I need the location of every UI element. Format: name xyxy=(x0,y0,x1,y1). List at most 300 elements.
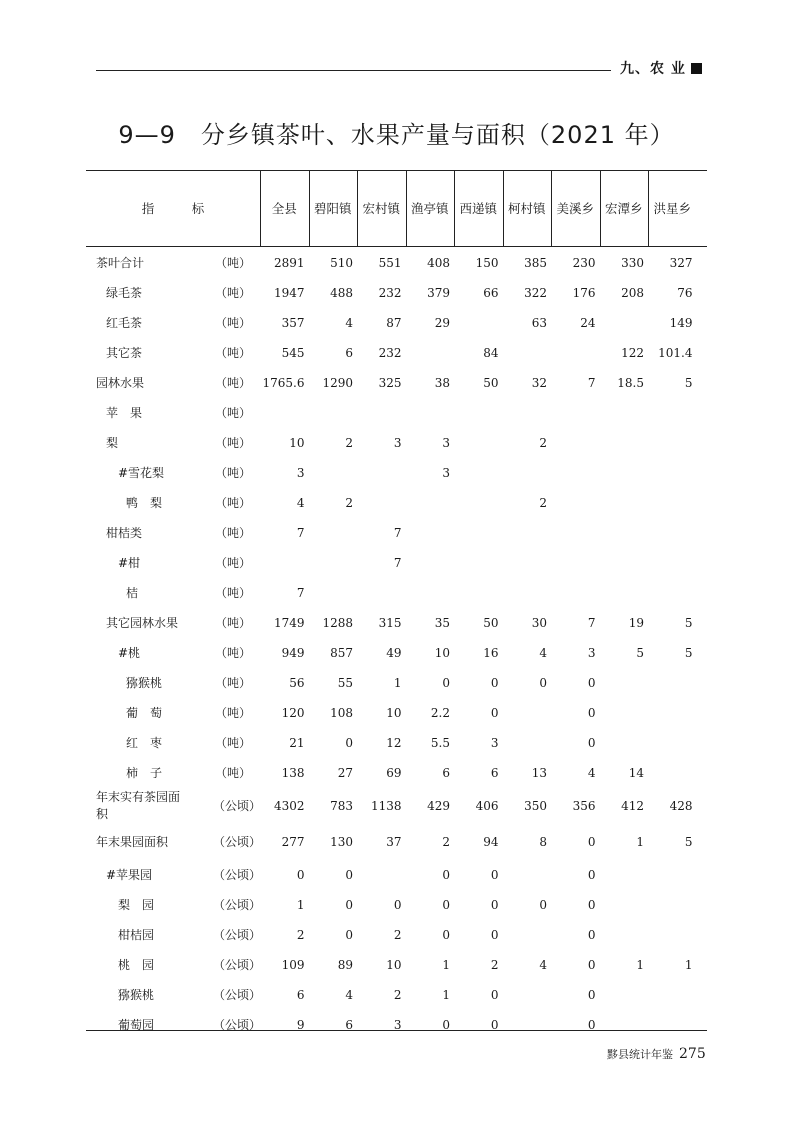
table-cell: 0 xyxy=(539,898,547,912)
table-cell xyxy=(551,398,596,428)
table-cell: 2891 xyxy=(273,256,305,270)
table-cell xyxy=(648,980,693,1010)
table-cell xyxy=(357,398,402,428)
footer-book-title: 黟县统计年鉴 xyxy=(607,1048,673,1061)
row-unit: （吨） xyxy=(214,586,251,600)
table-cell: 0 xyxy=(490,898,499,912)
row-label: 红毛茶 xyxy=(106,316,143,330)
table-cell: 3 xyxy=(442,466,450,480)
table-row xyxy=(86,368,707,398)
table-cell: 2 xyxy=(393,988,402,1002)
table-cell xyxy=(503,548,548,578)
table-cell: 4 xyxy=(296,496,305,510)
column-header: 渔亭镇 xyxy=(410,201,449,216)
table-cell: 4 xyxy=(345,316,353,330)
table-cell: 1749 xyxy=(273,616,305,630)
table-cell: 357 xyxy=(281,316,305,330)
table-cell: 4 xyxy=(539,646,547,660)
table-row xyxy=(86,488,707,518)
row-unit: （公顷） xyxy=(213,1018,262,1032)
table-cell: 69 xyxy=(386,766,402,780)
table-cell xyxy=(600,398,645,428)
table-cell xyxy=(648,668,693,698)
table-cell xyxy=(551,338,596,368)
table-row xyxy=(86,638,707,668)
table-cell: 3 xyxy=(490,736,499,750)
table-cell: 6 xyxy=(442,766,450,780)
table-row xyxy=(86,824,707,860)
table-cell: 429 xyxy=(427,799,450,813)
table-cell xyxy=(600,1010,645,1040)
table-cell: 0 xyxy=(393,898,402,912)
table-cell xyxy=(454,578,499,608)
table-cell xyxy=(551,458,596,488)
table-cell: 488 xyxy=(330,286,353,300)
table-cell xyxy=(648,518,693,548)
table-cell xyxy=(406,338,451,368)
table-cell: 49 xyxy=(386,646,402,660)
table-cell xyxy=(260,398,305,428)
row-unit: （吨） xyxy=(214,646,251,660)
table-cell xyxy=(551,548,596,578)
table-row xyxy=(86,338,707,368)
row-label: 绿毛茶 xyxy=(106,286,143,300)
table-cell: 350 xyxy=(524,799,547,813)
table-cell: 0 xyxy=(587,706,596,720)
table-cell xyxy=(503,698,548,728)
table-cell xyxy=(309,518,354,548)
table-cell: 7 xyxy=(296,526,305,540)
table-cell: 12 xyxy=(386,736,402,750)
table-cell xyxy=(503,338,548,368)
row-label: 柑桔园 xyxy=(118,928,155,942)
table-cell: 6 xyxy=(345,346,353,360)
table-cell: 5 xyxy=(684,616,693,630)
table-cell: 87 xyxy=(386,316,402,330)
row-label: #桃 xyxy=(118,646,141,660)
row-unit: （吨） xyxy=(214,376,251,390)
table-cell: 7 xyxy=(587,376,596,390)
table-cell xyxy=(503,458,548,488)
table-row xyxy=(86,668,707,698)
table-cell: 130 xyxy=(330,835,353,849)
row-unit: （吨） xyxy=(214,496,251,510)
table-row xyxy=(86,608,707,638)
table-cell: 14 xyxy=(628,766,644,780)
table-cell xyxy=(503,578,548,608)
table-cell: 7 xyxy=(393,556,402,570)
table-row xyxy=(86,788,707,824)
table-cell: 2 xyxy=(345,436,353,450)
row-label: 梨 园 xyxy=(118,898,155,912)
table-cell xyxy=(648,860,693,890)
table-row xyxy=(86,428,707,458)
column-header: 碧阳镇 xyxy=(313,201,352,216)
table-cell xyxy=(406,578,451,608)
table-cell: 325 xyxy=(378,376,402,390)
table-cell: 428 xyxy=(669,799,693,813)
table-cell xyxy=(406,548,451,578)
table-cell: 2 xyxy=(345,496,353,510)
table-cell xyxy=(503,1010,548,1040)
table-cell: 0 xyxy=(442,928,450,942)
table-cell xyxy=(503,398,548,428)
row-unit: （公顷） xyxy=(213,898,262,912)
table-cell xyxy=(406,398,451,428)
table-cell: 10 xyxy=(434,646,450,660)
table-cell xyxy=(357,488,402,518)
table-cell: 149 xyxy=(669,316,693,330)
table-cell: 94 xyxy=(483,835,499,849)
table-cell: 208 xyxy=(621,286,644,300)
table-cell: 29 xyxy=(434,316,450,330)
table-cell: 2 xyxy=(539,436,547,450)
table-cell: 109 xyxy=(281,958,305,972)
table-cell xyxy=(600,920,645,950)
row-label: 园林水果 xyxy=(96,376,145,390)
row-unit: （吨） xyxy=(214,526,251,540)
table-cell xyxy=(357,458,402,488)
section-label xyxy=(620,58,702,78)
table-cell: 322 xyxy=(524,286,547,300)
table-row xyxy=(86,248,707,278)
table-cell: 0 xyxy=(587,988,596,1002)
row-unit: （公顷） xyxy=(213,868,262,882)
table-cell: 101.4 xyxy=(658,346,693,360)
table-cell: 0 xyxy=(490,706,499,720)
row-label: 柑桔类 xyxy=(106,526,143,540)
table-cell: 9 xyxy=(296,1018,305,1032)
table-cell: 176 xyxy=(572,286,596,300)
row-label: 年末实有茶园面积 xyxy=(96,790,181,821)
row-label: 桔 xyxy=(126,586,139,600)
indicator-header: 指 标 xyxy=(141,201,205,216)
column-header: 宏潭乡 xyxy=(604,201,643,216)
table-cell: 0 xyxy=(442,898,450,912)
table-cell xyxy=(309,398,354,428)
row-label: 茶叶合计 xyxy=(96,256,145,270)
table-cell: 1 xyxy=(442,958,450,972)
table-cell xyxy=(648,548,693,578)
row-label: 其它园林水果 xyxy=(106,616,179,630)
table-cell: 0 xyxy=(539,676,547,690)
table-cell: 5 xyxy=(684,835,693,849)
table-cell: 10 xyxy=(386,958,402,972)
table-row xyxy=(86,1010,707,1040)
table-cell: 120 xyxy=(281,706,305,720)
square-bullet-icon xyxy=(691,63,702,74)
table-cell xyxy=(600,488,645,518)
table-cell: 5 xyxy=(684,646,693,660)
table-cell: 315 xyxy=(378,616,402,630)
column-header: 柯村镇 xyxy=(507,201,546,216)
table-cell: 24 xyxy=(580,316,596,330)
table-cell: 7 xyxy=(393,526,402,540)
table-cell xyxy=(648,758,693,788)
table-cell xyxy=(600,548,645,578)
table-cell: 545 xyxy=(281,346,305,360)
table-cell: 1138 xyxy=(370,799,402,813)
table-cell: 379 xyxy=(427,286,450,300)
row-label: 苹 果 xyxy=(106,406,143,420)
table-row xyxy=(86,728,707,758)
table-cell xyxy=(503,728,548,758)
row-unit: （吨） xyxy=(214,706,251,720)
table-cell: 76 xyxy=(677,286,693,300)
table-cell xyxy=(406,488,451,518)
table-cell xyxy=(648,728,693,758)
table-cell: 5 xyxy=(636,646,644,660)
table-cell: 37 xyxy=(386,835,402,849)
table-cell xyxy=(600,980,645,1010)
table-cell xyxy=(503,980,548,1010)
table-cell: 0 xyxy=(587,868,596,882)
table-cell xyxy=(648,698,693,728)
table-cell xyxy=(600,890,645,920)
table-cell: 1947 xyxy=(273,286,305,300)
table-cell: 783 xyxy=(330,799,353,813)
table-cell: 18.5 xyxy=(617,376,644,390)
row-label: 红 枣 xyxy=(126,736,163,750)
table-cell: 10 xyxy=(386,706,402,720)
table-cell xyxy=(454,518,499,548)
table-row xyxy=(86,458,707,488)
table-cell: 32 xyxy=(531,376,547,390)
table-cell: 5.5 xyxy=(430,736,450,750)
table-cell: 4 xyxy=(345,988,353,1002)
column-header: 全县 xyxy=(271,201,297,216)
table-row xyxy=(86,758,707,788)
table-cell: 0 xyxy=(345,736,353,750)
table-cell: 2 xyxy=(296,928,305,942)
table-cell xyxy=(648,920,693,950)
table-row xyxy=(86,920,707,950)
table-row xyxy=(86,860,707,890)
row-unit: （公顷） xyxy=(213,958,262,972)
table-row xyxy=(86,950,707,980)
row-unit: （公顷） xyxy=(213,835,262,849)
table-cell: 3 xyxy=(296,466,305,480)
table-cell: 55 xyxy=(337,676,353,690)
table-cell: 7 xyxy=(296,586,305,600)
table-cell xyxy=(454,308,499,338)
table-cell: 50 xyxy=(483,616,499,630)
table-cell: 0 xyxy=(490,1018,499,1032)
table-cell xyxy=(406,518,451,548)
table-cell: 21 xyxy=(289,736,305,750)
table-cell: 0 xyxy=(296,868,305,882)
page-footer xyxy=(607,1046,706,1062)
table-cell: 2.2 xyxy=(430,706,450,720)
table-cell: 0 xyxy=(345,898,353,912)
table-cell: 356 xyxy=(572,799,596,813)
table-cell: 1288 xyxy=(322,616,353,630)
table-cell: 232 xyxy=(378,286,402,300)
table-cell: 1765.6 xyxy=(262,376,305,390)
table-row xyxy=(86,518,707,548)
table-cell: 0 xyxy=(345,928,353,942)
section-label-text: 九、农 业 xyxy=(620,61,686,77)
table-cell: 1 xyxy=(636,958,644,972)
table-cell: 406 xyxy=(475,799,499,813)
page-title: 9—9 分乡镇茶叶、水果产量与面积（2021 年） xyxy=(118,121,675,149)
table-cell: 7 xyxy=(587,616,596,630)
row-unit: （吨） xyxy=(214,676,251,690)
table-cell: 2 xyxy=(442,835,450,849)
table-cell xyxy=(600,668,645,698)
row-label: #雪花梨 xyxy=(118,466,165,480)
table-cell xyxy=(600,698,645,728)
row-unit: （吨） xyxy=(214,316,251,330)
table-cell xyxy=(648,428,693,458)
table-cell: 108 xyxy=(330,706,353,720)
table-row xyxy=(86,308,707,338)
table-cell: 122 xyxy=(621,346,644,360)
table-cell: 0 xyxy=(587,736,596,750)
table-cell: 0 xyxy=(490,928,499,942)
table-cell: 1 xyxy=(442,988,450,1002)
table-cell: 0 xyxy=(587,928,596,942)
table-cell: 0 xyxy=(442,676,450,690)
table-row xyxy=(86,278,707,308)
table-cell xyxy=(454,458,499,488)
table-cell xyxy=(551,578,596,608)
table-cell: 330 xyxy=(621,256,644,270)
table-cell xyxy=(600,308,645,338)
row-unit: （吨） xyxy=(214,616,251,630)
table-cell: 8 xyxy=(539,835,547,849)
table-cell: 56 xyxy=(289,676,305,690)
table-cell: 3 xyxy=(393,1018,402,1032)
row-label: 年末果园面积 xyxy=(96,835,169,849)
header-rule xyxy=(96,70,611,71)
table-cell: 38 xyxy=(434,376,450,390)
column-header: 洪星乡 xyxy=(653,201,691,216)
row-label: 桃 园 xyxy=(118,958,155,972)
table-cell: 408 xyxy=(427,256,450,270)
column-header: 宏村镇 xyxy=(362,201,400,216)
table-cell: 1 xyxy=(684,958,693,972)
table-cell: 2 xyxy=(393,928,402,942)
table-cell: 1 xyxy=(636,835,644,849)
table-cell: 6 xyxy=(345,1018,353,1032)
table-row xyxy=(86,398,707,428)
table-cell xyxy=(551,428,596,458)
row-unit: （公顷） xyxy=(213,928,262,942)
table-cell xyxy=(648,458,693,488)
table-cell: 230 xyxy=(572,256,596,270)
row-label: 葡 萄 xyxy=(126,706,163,720)
table-cell: 35 xyxy=(434,616,450,630)
table-cell: 2 xyxy=(539,496,547,510)
table-cell: 3 xyxy=(393,436,402,450)
table-cell xyxy=(600,578,645,608)
table-row xyxy=(86,698,707,728)
table-cell: 0 xyxy=(587,676,596,690)
table-cell: 1290 xyxy=(322,376,353,390)
data-table xyxy=(86,170,707,1032)
row-label: #苹果园 xyxy=(106,868,153,882)
row-unit: （吨） xyxy=(214,346,251,360)
table-cell: 0 xyxy=(490,988,499,1002)
table-cell: 66 xyxy=(483,286,499,300)
table-cell xyxy=(309,548,354,578)
row-unit: （吨） xyxy=(214,256,251,270)
row-label: 猕猴桃 xyxy=(118,988,155,1002)
table-cell xyxy=(600,728,645,758)
table-cell xyxy=(551,518,596,548)
table-cell: 4 xyxy=(539,958,547,972)
table-cell xyxy=(648,1010,693,1040)
row-unit: （吨） xyxy=(214,466,251,480)
table-cell xyxy=(454,548,499,578)
row-unit: （吨） xyxy=(214,406,251,420)
table-cell: 89 xyxy=(337,958,353,972)
table-cell: 949 xyxy=(281,646,305,660)
table-cell: 0 xyxy=(587,898,596,912)
table-cell xyxy=(600,458,645,488)
table-cell xyxy=(600,518,645,548)
table-cell: 0 xyxy=(442,868,450,882)
table-cell xyxy=(503,920,548,950)
table-cell: 138 xyxy=(281,766,305,780)
table-cell xyxy=(260,548,305,578)
table-cell: 1 xyxy=(393,676,402,690)
row-label: 梨 xyxy=(106,436,119,450)
table-cell: 50 xyxy=(483,376,499,390)
table-cell: 3 xyxy=(587,646,596,660)
table-cell: 10 xyxy=(289,436,305,450)
table-cell: 13 xyxy=(531,766,547,780)
table-row xyxy=(86,980,707,1010)
table-cell xyxy=(309,458,354,488)
table-cell: 1 xyxy=(296,898,305,912)
table-cell: 30 xyxy=(531,616,547,630)
table-cell: 0 xyxy=(442,1018,450,1032)
table-cell xyxy=(454,398,499,428)
table-row xyxy=(86,548,707,578)
table-row xyxy=(86,578,707,608)
table-cell: 412 xyxy=(621,799,644,813)
table-cell: 63 xyxy=(531,316,547,330)
column-header: 美溪乡 xyxy=(556,201,594,216)
table-cell: 5 xyxy=(684,376,693,390)
row-unit: （公顷） xyxy=(213,799,262,813)
table-cell xyxy=(648,890,693,920)
table-cell: 510 xyxy=(330,256,353,270)
table-cell xyxy=(648,398,693,428)
column-header: 西递镇 xyxy=(459,201,497,216)
table-cell: 6 xyxy=(490,766,499,780)
table-cell: 0 xyxy=(587,835,596,849)
row-label: #柑 xyxy=(118,556,141,570)
page-number: 275 xyxy=(679,1046,706,1062)
table-cell: 857 xyxy=(330,646,353,660)
table-cell: 2 xyxy=(490,958,499,972)
table-cell xyxy=(648,488,693,518)
row-unit: （公顷） xyxy=(213,988,262,1002)
table-cell xyxy=(503,518,548,548)
table-cell: 3 xyxy=(442,436,450,450)
table-cell: 0 xyxy=(490,676,499,690)
row-unit: （吨） xyxy=(214,736,251,750)
table-cell: 4302 xyxy=(273,799,305,813)
table-header-rule xyxy=(86,246,707,247)
row-label: 鸭 梨 xyxy=(126,496,163,510)
table-cell: 232 xyxy=(378,346,402,360)
table-row xyxy=(86,890,707,920)
table-cell xyxy=(357,860,402,890)
